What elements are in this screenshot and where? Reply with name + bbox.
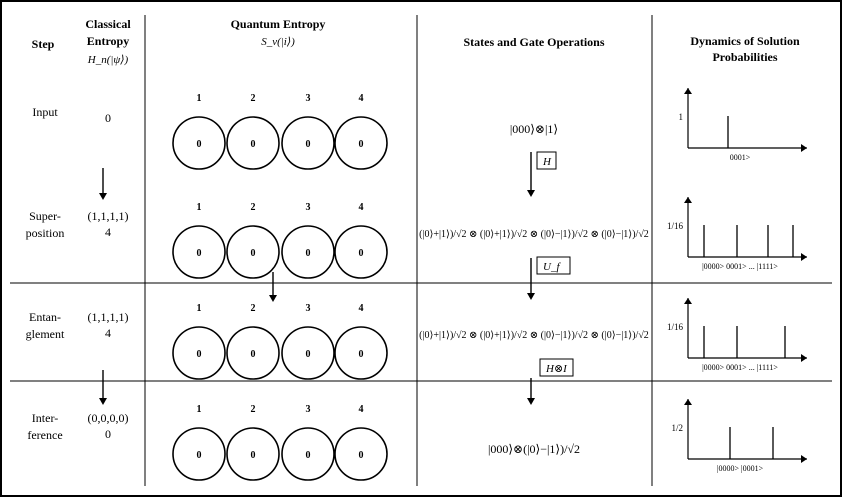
plot-x-label: 0001> <box>729 153 751 162</box>
gate-label: U_f <box>543 261 560 273</box>
gate-label: H⊗I <box>546 363 567 375</box>
header-dynamics-2: Probabilities <box>712 50 778 64</box>
qubit-value: 0 <box>250 450 256 461</box>
arrows-layer <box>99 152 573 405</box>
qubit-value: 0 <box>358 139 364 150</box>
entropy-value: (0,0,0,0) <box>87 411 129 425</box>
step-row <box>32 88 807 169</box>
gate-label: H <box>543 156 551 168</box>
state-arrow-head <box>527 293 535 300</box>
qubit-number: 3 <box>305 303 311 314</box>
qubit-number: 3 <box>305 93 311 104</box>
qubit-number: 4 <box>358 303 364 314</box>
state-formula: (|0⟩+|1⟩)/√2 ⊗ (|0⟩+|1⟩)/√2 ⊗ (|0⟩−|1⟩)/√2 ⊗ (|0⟩−|1⟩)/√2 <box>419 229 649 240</box>
plot-y-arrowhead <box>684 88 692 94</box>
state-formula: |000⟩⊗(|0⟩−|1⟩)/√2 <box>488 442 580 456</box>
plot-y-arrowhead <box>684 399 692 405</box>
qubit-number: 4 <box>358 93 364 104</box>
qubit-number: 2 <box>250 93 256 104</box>
plot-y-label: 1/16 <box>666 322 683 332</box>
step-label: glement <box>25 327 65 341</box>
qubit-number: 1 <box>196 303 202 314</box>
plot-y-label: 1 <box>678 112 683 122</box>
qubit-value: 0 <box>305 248 311 259</box>
entropy-value: (1,1,1,1) <box>87 209 129 223</box>
qubit-number: 3 <box>305 404 311 415</box>
qubit-number: 1 <box>196 93 202 104</box>
qubit-value: 0 <box>250 248 256 259</box>
plot-y-label: 1/16 <box>666 221 683 231</box>
entropy-value: 0 <box>105 427 111 441</box>
plot-y-arrowhead <box>684 298 692 304</box>
qubit-value: 0 <box>196 450 202 461</box>
header-dynamics-1: Dynamics of Solution <box>690 34 800 48</box>
qubit-value: 0 <box>196 349 202 360</box>
entropy-value: 4 <box>105 326 111 340</box>
header-classical-formula: H_n(|ψ⟩) <box>87 54 129 66</box>
header-step: Step <box>31 37 55 51</box>
state-formula: |000⟩⊗|1⟩ <box>509 122 559 136</box>
quantum-arrow-head <box>269 295 277 302</box>
header-classical-2: Entropy <box>86 34 130 48</box>
qubit-number: 4 <box>358 202 364 213</box>
step-label: Input <box>32 105 58 119</box>
plot-x-arrowhead <box>801 455 807 463</box>
state-formula: (|0⟩+|1⟩)/√2 ⊗ (|0⟩+|1⟩)/√2 ⊗ (|0⟩−|1⟩)/√2 ⊗ (|0⟩−|1⟩)/√2 <box>419 330 649 341</box>
plot-x-arrowhead <box>801 253 807 261</box>
state-arrow-head <box>527 398 535 405</box>
qubit-value: 0 <box>250 349 256 360</box>
qubit-number: 2 <box>250 303 256 314</box>
qubit-number: 3 <box>305 202 311 213</box>
entropy-value: (1,1,1,1) <box>87 310 129 324</box>
qubit-value: 0 <box>358 450 364 461</box>
plot-x-label: |0000> 0001> ... |1111> <box>702 363 778 372</box>
step-label: Inter- <box>31 411 59 425</box>
entropy-value: 0 <box>105 111 111 125</box>
rows-layer <box>26 88 807 480</box>
qubit-value: 0 <box>196 248 202 259</box>
qubit-number: 1 <box>196 202 202 213</box>
header-quantum: Quantum Entropy <box>230 17 326 31</box>
step-row <box>26 197 807 278</box>
qubit-value: 0 <box>250 139 256 150</box>
plot-y-label: 1/2 <box>671 423 683 433</box>
qubit-value: 0 <box>196 139 202 150</box>
qubit-value: 0 <box>305 450 311 461</box>
step-label: position <box>25 226 65 240</box>
plot-x-arrowhead <box>801 354 807 362</box>
step-label: ference <box>27 428 63 442</box>
header-quantum-formula: S_v(|i⟩) <box>261 36 295 48</box>
step-row <box>26 298 807 379</box>
qubit-value: 0 <box>305 349 311 360</box>
qubit-number: 1 <box>196 404 202 415</box>
header-states: States and Gate Operations <box>463 35 605 49</box>
plot-x-label: |0000> |0001> <box>716 464 764 473</box>
plot-x-label: |0000> 0001> ... |1111> <box>702 262 778 271</box>
qubit-number: 2 <box>250 202 256 213</box>
classical-arrow-head <box>99 193 107 200</box>
step-label: Super- <box>29 209 61 223</box>
qubit-value: 0 <box>358 248 364 259</box>
classical-arrow-head <box>99 398 107 405</box>
qubit-number: 4 <box>358 404 364 415</box>
header-classical-1: Classical <box>85 17 131 31</box>
qubit-value: 0 <box>305 139 311 150</box>
step-label: Entan- <box>29 310 61 324</box>
qubit-value: 0 <box>358 349 364 360</box>
entropy-value: 4 <box>105 225 111 239</box>
qubit-number: 2 <box>250 404 256 415</box>
state-arrow-head <box>527 190 535 197</box>
plot-x-arrowhead <box>801 144 807 152</box>
plot-y-arrowhead <box>684 197 692 203</box>
